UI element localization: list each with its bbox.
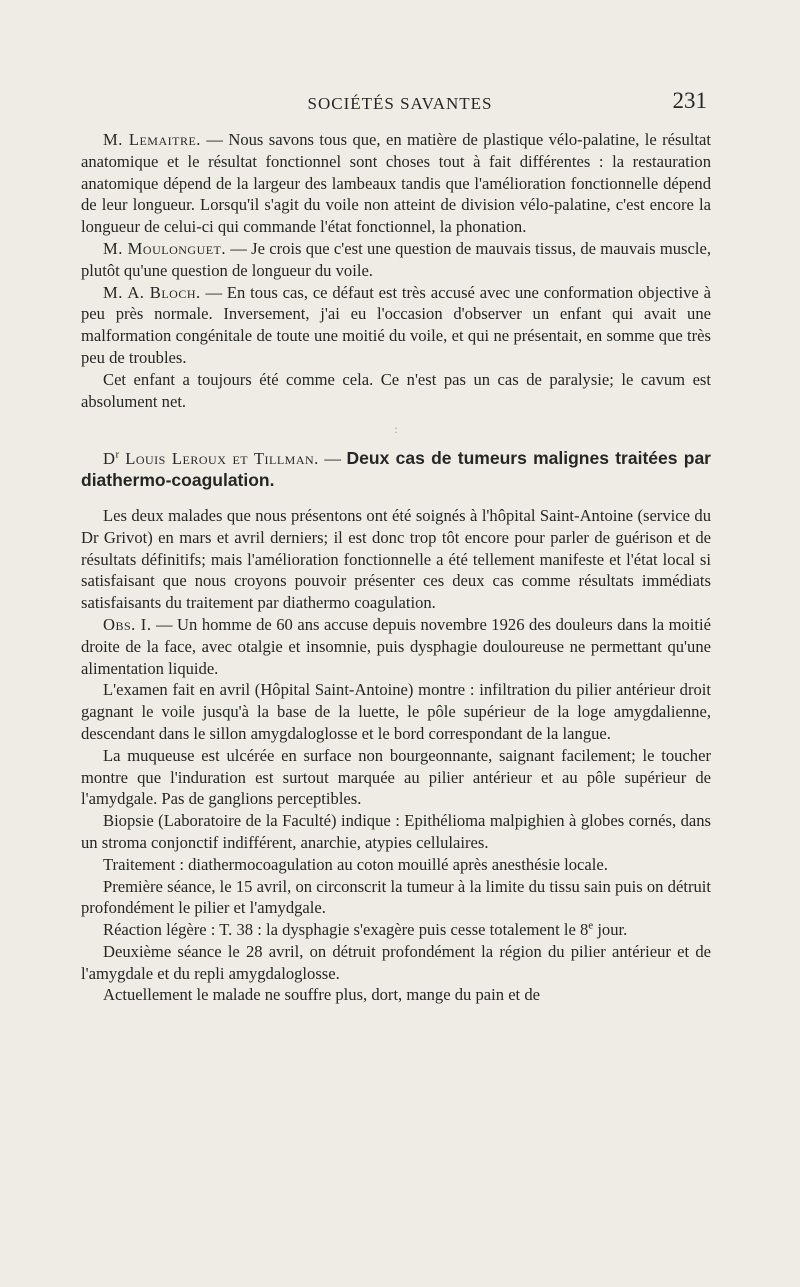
paragraph-examen: L'examen fait en avril (Hôpital Saint-Antoine) montre : infiltration du pilier antérieur droit gagnant le voile jusqu'à la base de la luette, le pôle supérieur de la loge amygdalienne, descendant dans le sillon amygdaloglosse et le bord correspondant de la langue.: [81, 680, 711, 743]
speaker-name: M. Lemaitre.: [103, 130, 201, 149]
paragraph-deuxieme-seance: Deuxième séance le 28 avril, on détruit profondément la région du pilier antérieur et de l'amygdale et du repli amygdaloglosse.: [81, 941, 711, 983]
paragraph-text: jour.: [593, 920, 628, 940]
spacer: [81, 492, 711, 505]
paragraph-text: Réaction légère : T. 38 : la dysphagie s'exagère puis cesse totalement le 8: [103, 920, 589, 940]
paragraph-biopsie: Biopsie (Laboratoire de la Faculté) indique : Epithélioma malpighien à globes cornés, dans un stroma conjonctif indifférent, anarchie, atypies cellulaires.: [81, 811, 711, 852]
obs-label: Obs. I.: [103, 614, 152, 634]
heading-dr: D: [103, 449, 116, 469]
page-header: [0, 88, 800, 118]
heading-dr-sup: r: [115, 448, 120, 461]
page-number: 231: [672, 88, 707, 113]
paragraph-cavum: Cet enfant a toujours été comme cela. Ce n'est pas un cas de paralysie; le cavum est absolument net.: [81, 369, 711, 411]
paragraph-text: — En tous cas, ce défaut est très accusé avec une conformation objective à peu près normale. Inversement, j'ai eu l'occasion d'observer un enfant qui avait une malformation congénitale de toute une moitié du voile, et qui ne présentait, en somme que très peu de troubles.: [81, 282, 711, 367]
running-title: SOCIÉTÉS SAVANTES: [307, 94, 493, 113]
heading-authors: Louis Leroux et Tillman.: [119, 449, 319, 469]
paragraph-obs: [81, 614, 711, 679]
paragraph-text: — Un homme de 60 ans accuse depuis novembre 1926 des douleurs dans la moitié droite de la face, avec otalgie et insomnie, puis dysphagie douloureuse ne permettant qu'une alimentation liquide.: [81, 614, 711, 678]
paragraph-actuellement: Actuellement le malade ne souffre plus, dort, mange du pain et de: [103, 985, 540, 1005]
speaker-name: M. Moulonguet.: [103, 238, 227, 258]
paragraph-traitement: Traitement : diathermocoagulation au coton mouillé après anesthésie locale.: [103, 854, 608, 874]
paragraph-premiere-seance: Première séance, le 15 avril, on circonscrit la tumeur à la limite du tissu sain puis on détruit profondément le pilier et l'amydgale.: [81, 876, 711, 918]
superscript: e: [588, 919, 594, 932]
section-separator: :: [394, 422, 398, 437]
speaker-name: M. A. Bloch.: [103, 282, 201, 302]
paragraph-lemaitre: [81, 129, 711, 238]
paragraph-reaction: [81, 919, 711, 941]
paragraph-bloch: [81, 282, 711, 369]
section-heading: [81, 448, 711, 492]
heading-dash: —: [318, 449, 347, 469]
paragraph-intro: Les deux malades que nous présentons ont été soignés à l'hôpital Saint-Antoine (service du Dr Grivot) en mars et avril derniers; il est donc trop tôt encore pour parler de guérison et de résultats définitifs; mais l'amélioration fonctionnelle a été tellement manifeste et l'état local si satisfaisant que nous croyons pouvoir présenter ces deux cas comme résultats immédiats satisfaisants du traitement par diathermo coagulation.: [81, 505, 711, 613]
paragraph-text: — Je crois que c'est une question de mauvais tissus, de mauvais muscle, plutôt qu'une question de longueur du voile.: [81, 238, 711, 280]
heading-title: Deux cas de tumeurs malignes traitées par diathermo-coagulation.: [81, 448, 711, 491]
paragraph-moulonguet: [81, 238, 711, 282]
paragraph-muqueuse: La muqueuse est ulcérée en surface non bourgeonnante, saignant facilement; le toucher montre que l'induration est surtout marquée au pilier antérieur et au pôle supérieur de l'amydgale. Pas de ganglions perceptibles.: [81, 745, 711, 809]
body-text: [81, 129, 711, 1006]
paragraph-text: — Nous savons tous que, en matière de plastique vélo-palatine, le résultat anatomique et le résultat fonctionnel sont choses tout à fait différentes : la restauration anatomique dépend de la largeur des lambeaux tandis que l'amélioration fonctionnelle dépend de leur longueur. Lorsqu'il s'agit du voile non atteint de division vélo-palatine, c'est encore la longueur de celui-ci qui commande l'état fonctionnel, la phonation.: [81, 130, 711, 237]
